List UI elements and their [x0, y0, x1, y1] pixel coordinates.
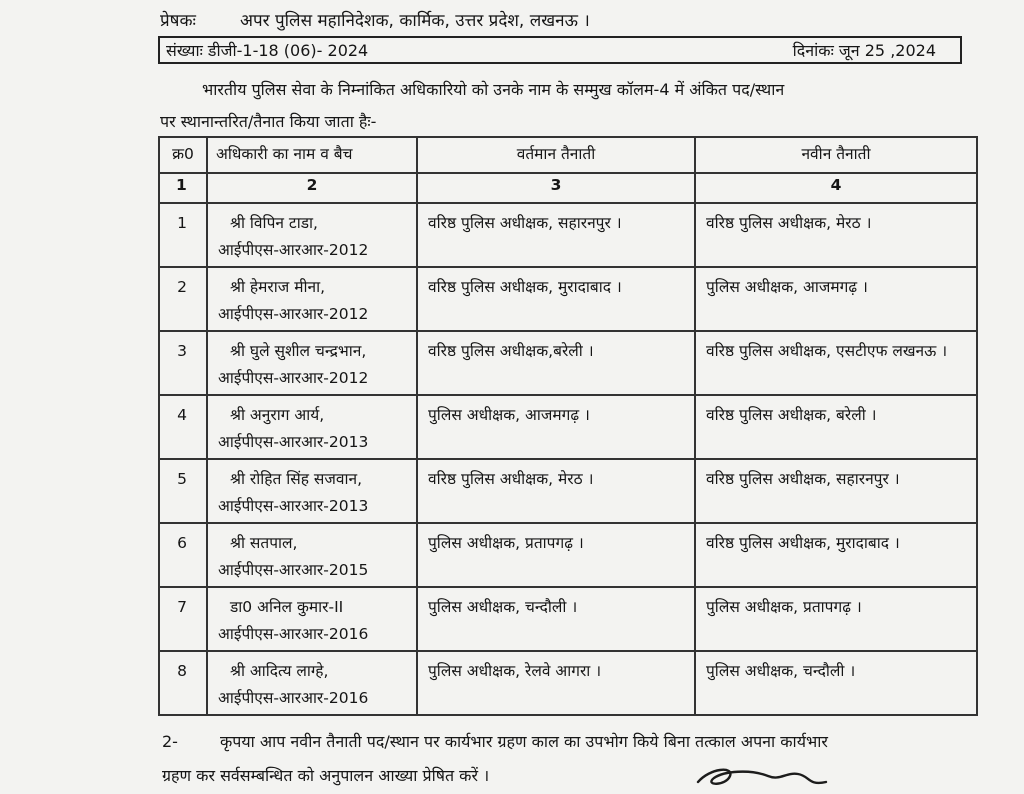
- officer-batch: आईपीएस-आरआर-2016: [218, 689, 369, 707]
- sender-line: [160, 8, 590, 31]
- officer-cell: [207, 395, 417, 459]
- officer-batch: आईपीएस-आरआर-2015: [218, 561, 369, 579]
- serial-number: 2: [159, 267, 207, 331]
- header-officer: अधिकारी का नाम व बैच: [207, 137, 417, 173]
- header-current-posting: वर्तमान तैनाती: [417, 137, 695, 173]
- officer-cell: [207, 587, 417, 651]
- serial-number: 1: [159, 203, 207, 267]
- officer-batch: आईपीएस-आरआर-2013: [218, 433, 369, 451]
- table-row: [159, 523, 977, 587]
- transfer-table: [158, 136, 978, 716]
- current-posting: पुलिस अधीक्षक, रेलवे आगरा ।: [417, 651, 695, 715]
- table-row: [159, 331, 977, 395]
- officer-name: श्री हेमराज मीना,: [230, 278, 326, 296]
- sender-label: प्रेषकः: [160, 11, 196, 31]
- current-posting: पुलिस अधीक्षक, प्रतापगढ़ ।: [417, 523, 695, 587]
- serial-number: 3: [159, 331, 207, 395]
- sender-value: अपर पुलिस महानिदेशक, कार्मिक, उत्तर प्रदेश, लखनऊ ।: [240, 11, 590, 31]
- officer-name: श्री सतपाल,: [230, 534, 298, 552]
- new-posting: वरिष्ठ पुलिस अधीक्षक, सहारनपुर ।: [695, 459, 977, 523]
- new-posting: वरिष्ठ पुलिस अधीक्षक, एसटीएफ लखनऊ ।: [695, 331, 977, 395]
- current-posting: पुलिस अधीक्षक, आजमगढ़ ।: [417, 395, 695, 459]
- instruction-line-1: कृपया आप नवीन तैनाती पद/स्थान पर कार्यभार ग्रहण काल का उपभोग किये बिना तत्काल अपना कार्यभार: [220, 732, 828, 751]
- officer-cell: [207, 203, 417, 267]
- serial-number: 5: [159, 459, 207, 523]
- current-posting: पुलिस अधीक्षक, चन्दौली ।: [417, 587, 695, 651]
- serial-number: 7: [159, 587, 207, 651]
- officer-name: श्री अनुराग आर्य,: [230, 406, 325, 424]
- order-date: दिनांकः जून 25 ,2024: [792, 41, 936, 60]
- officer-name: श्री घुले सुशील चन्द्रभान,: [230, 342, 367, 360]
- signature-scribble: [690, 760, 840, 794]
- column-number: 4: [695, 173, 977, 203]
- officer-batch: आईपीएस-आरआर-2016: [218, 625, 369, 643]
- table-row: [159, 267, 977, 331]
- current-posting: वरिष्ठ पुलिस अधीक्षक,बरेली ।: [417, 331, 695, 395]
- new-posting: पुलिस अधीक्षक, आजमगढ़ ।: [695, 267, 977, 331]
- column-number: 3: [417, 173, 695, 203]
- header-serial: क्र0: [159, 137, 207, 173]
- table-row: [159, 651, 977, 715]
- serial-number: 4: [159, 395, 207, 459]
- table-row: [159, 587, 977, 651]
- intro-paragraph: [160, 74, 970, 138]
- officer-name: श्री रोहित सिंह सजवान,: [230, 470, 363, 488]
- current-posting: वरिष्ठ पुलिस अधीक्षक, मेरठ ।: [417, 459, 695, 523]
- column-number-row: [159, 173, 977, 203]
- instruction-line-2: ग्रहण कर सर्वसम्बन्धित को अनुपालन आख्या प्रेषित करें ।: [162, 766, 490, 785]
- column-number: 2: [207, 173, 417, 203]
- intro-line-1: भारतीय पुलिस सेवा के निम्नांकित अधिकारियो को उनके नाम के सम्मुख कॉलम-4 में अंकित पद/स्थान: [202, 80, 785, 99]
- officer-batch: आईपीएस-आरआर-2012: [218, 241, 369, 259]
- officer-name: श्री आदित्य लाग्हे,: [230, 662, 329, 680]
- intro-line-2: पर स्थानान्तरित/तैनात किया जाता हैः-: [160, 112, 377, 131]
- table-row: [159, 395, 977, 459]
- serial-number: 6: [159, 523, 207, 587]
- officer-cell: [207, 651, 417, 715]
- table-row: [159, 203, 977, 267]
- serial-number: 8: [159, 651, 207, 715]
- current-posting: वरिष्ठ पुलिस अधीक्षक, मुरादाबाद ।: [417, 267, 695, 331]
- new-posting: वरिष्ठ पुलिस अधीक्षक, मेरठ ।: [695, 203, 977, 267]
- new-posting: वरिष्ठ पुलिस अधीक्षक, मुरादाबाद ।: [695, 523, 977, 587]
- officer-batch: आईपीएस-आरआर-2012: [218, 369, 369, 387]
- reference-number: संख्याः डीजी-1-18 (06)- 2024: [166, 41, 369, 60]
- new-posting: पुलिस अधीक्षक, प्रतापगढ़ ।: [695, 587, 977, 651]
- officer-name: श्री विपिन टाडा,: [230, 214, 318, 232]
- officer-cell: [207, 459, 417, 523]
- officer-name: डा0 अनिल कुमार-II: [230, 598, 344, 616]
- column-number: 1: [159, 173, 207, 203]
- current-posting: वरिष्ठ पुलिस अधीक्षक, सहारनपुर ।: [417, 203, 695, 267]
- officer-batch: आईपीएस-आरआर-2012: [218, 305, 369, 323]
- header-new-posting: नवीन तैनाती: [695, 137, 977, 173]
- new-posting: पुलिस अधीक्षक, चन्दौली ।: [695, 651, 977, 715]
- new-posting: वरिष्ठ पुलिस अधीक्षक, बरेली ।: [695, 395, 977, 459]
- officer-cell: [207, 523, 417, 587]
- table-row: [159, 459, 977, 523]
- officer-cell: [207, 267, 417, 331]
- paragraph-number: 2-: [162, 732, 178, 751]
- reference-box: [158, 36, 962, 64]
- officer-batch: आईपीएस-आरआर-2013: [218, 497, 369, 515]
- table-header-row: [159, 137, 977, 173]
- instruction-paragraph: [162, 725, 972, 793]
- officer-cell: [207, 331, 417, 395]
